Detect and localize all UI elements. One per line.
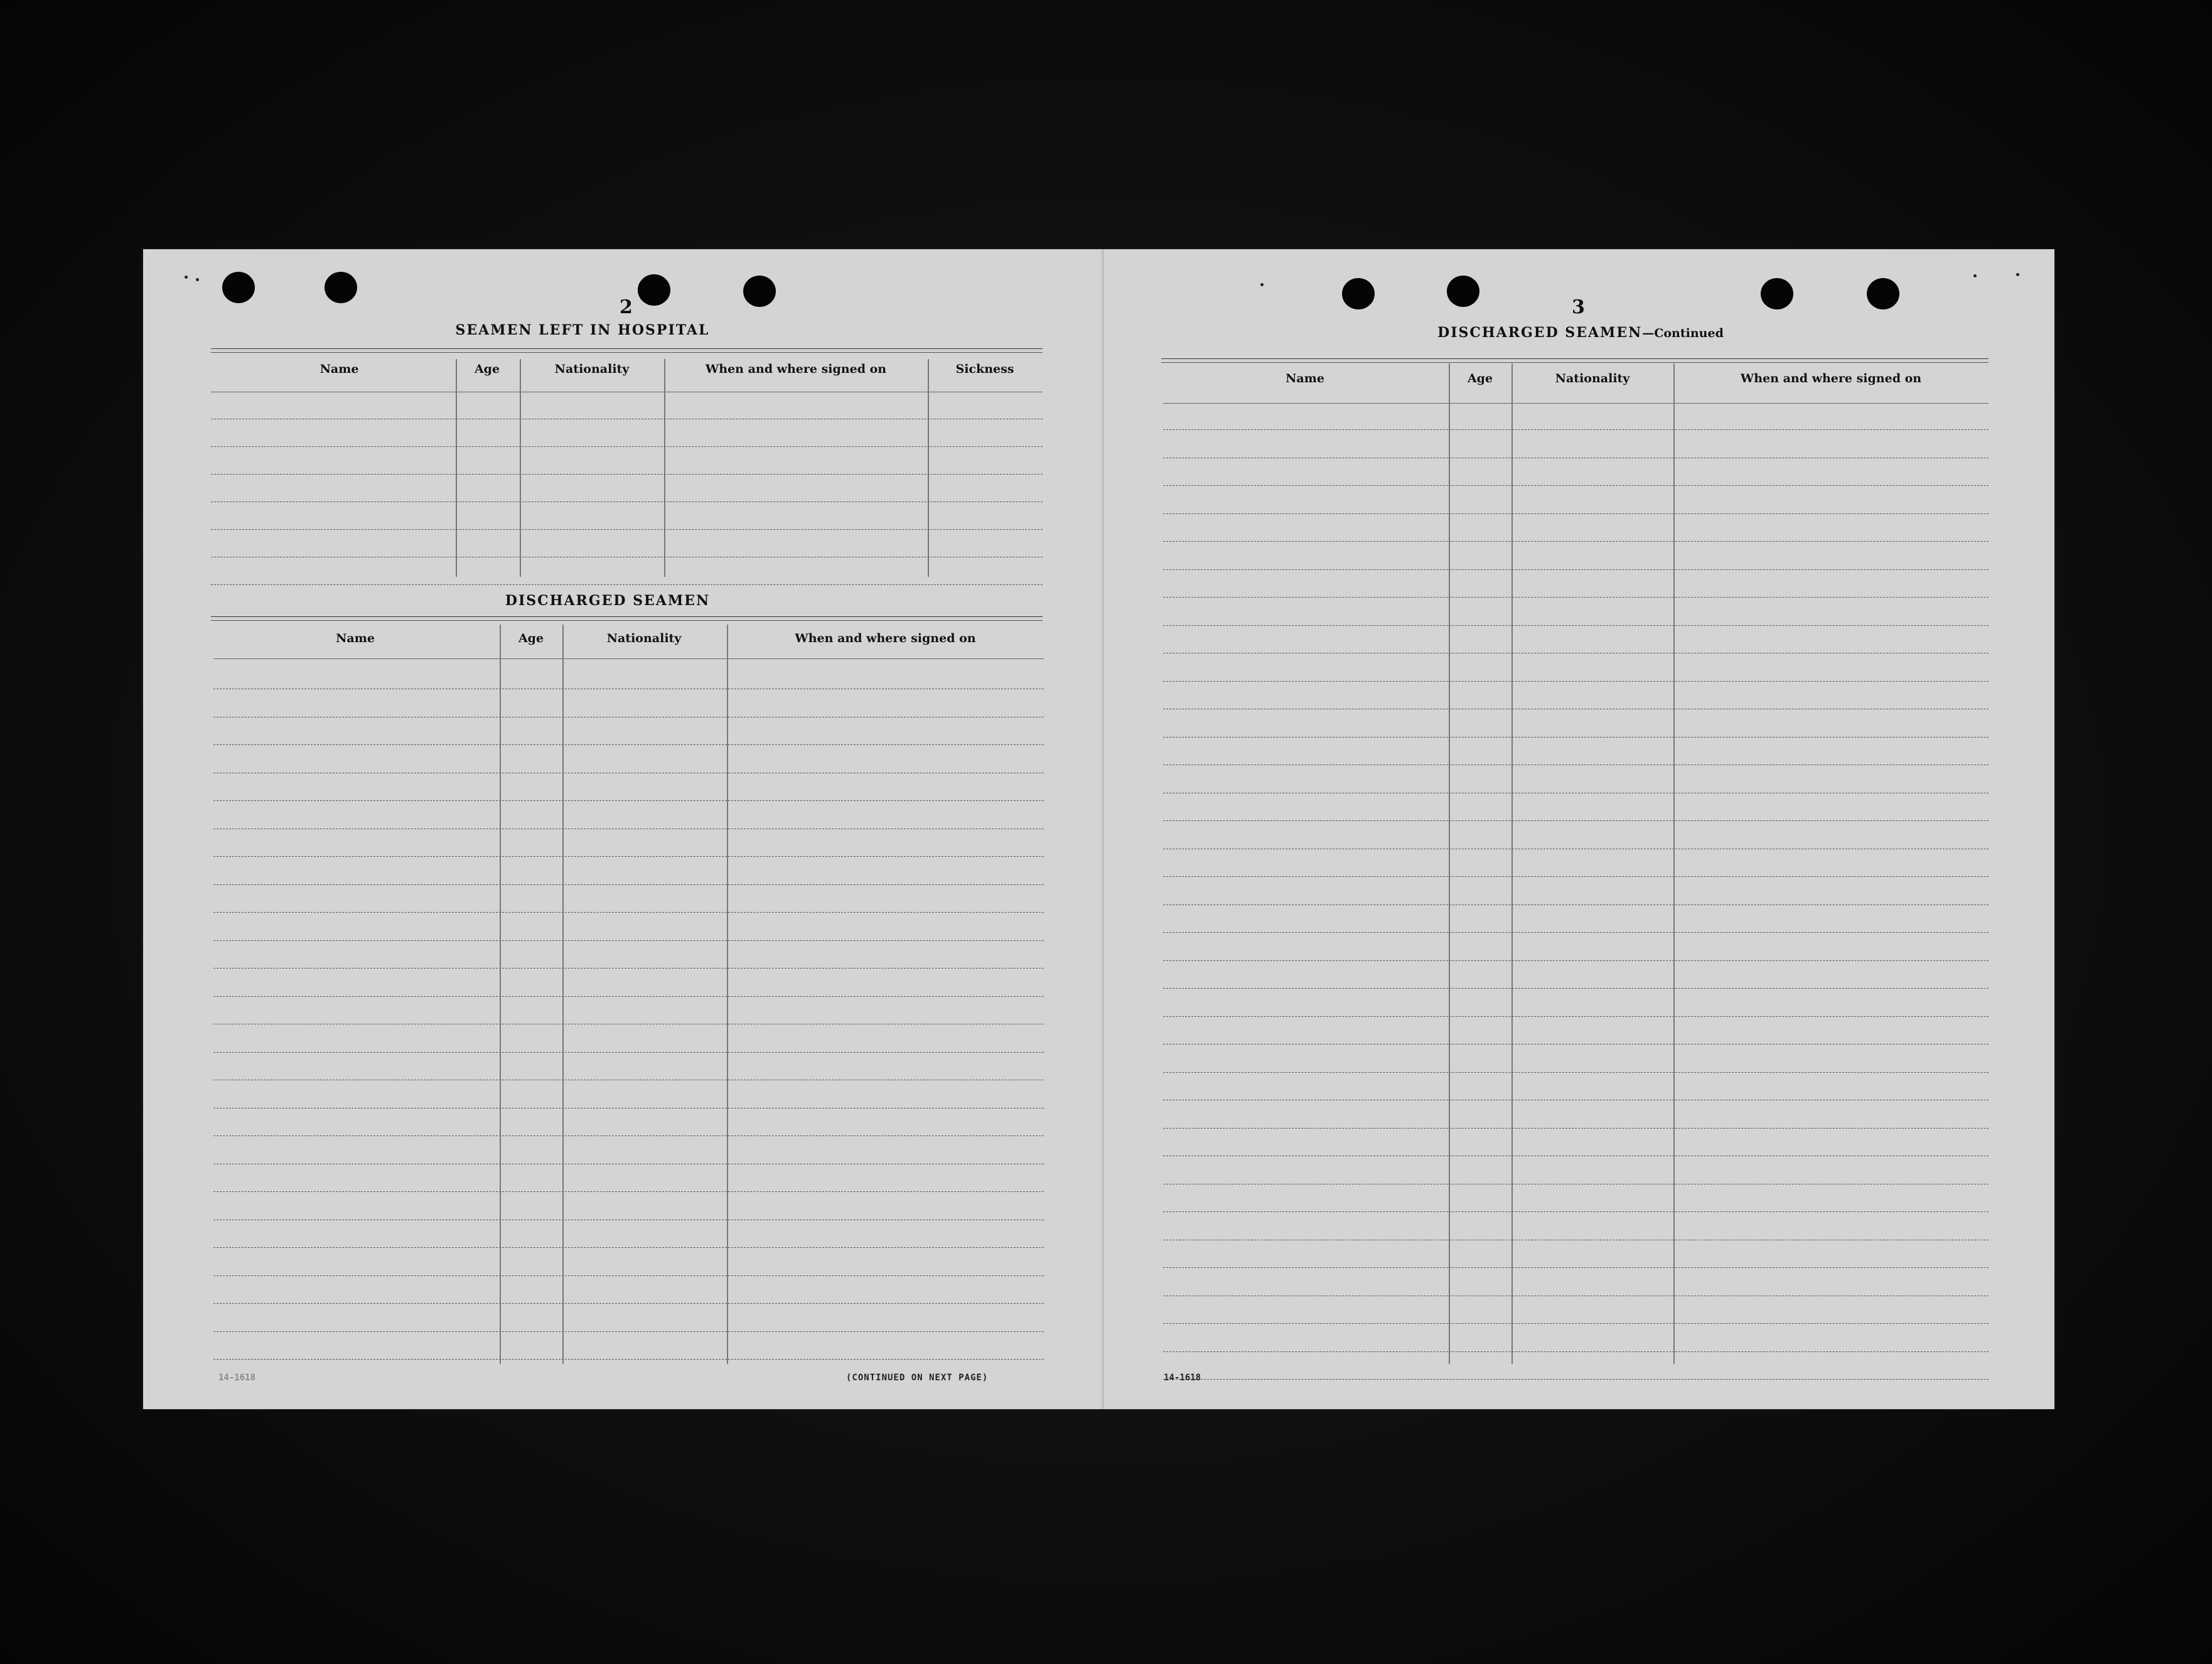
entry-row-line[interactable] [211, 584, 1043, 585]
column-divider [500, 625, 501, 1364]
entry-row-line[interactable] [1163, 541, 1989, 542]
header-underline [1163, 403, 1989, 404]
page-number: 3 [1572, 296, 1585, 318]
column-divider [727, 625, 728, 1364]
hospital-section-title: SEAMEN LEFT IN HOSPITAL [455, 322, 710, 338]
entry-row-line[interactable] [1163, 876, 1989, 877]
column-header-age: Age [518, 631, 544, 645]
entry-row-line[interactable] [213, 744, 1044, 745]
entry-row-line[interactable] [1163, 597, 1989, 598]
column-header-when-where-signed-on: When and where signed on [795, 631, 976, 645]
entry-row-line[interactable] [1163, 1323, 1989, 1324]
entry-row-line[interactable] [211, 529, 1043, 530]
discharged-continued-title [1392, 325, 1769, 341]
entry-row-line[interactable] [213, 996, 1044, 997]
column-divider [928, 359, 929, 577]
column-header-nationality: Nationality [1555, 372, 1630, 385]
entry-row-line[interactable] [213, 800, 1044, 801]
column-header-age: Age [474, 362, 500, 376]
entry-row-line[interactable] [213, 968, 1044, 969]
form-number: 14-1618 [1164, 1373, 1201, 1383]
entry-row-line[interactable] [213, 856, 1044, 857]
column-header-nationality: Nationality [554, 362, 630, 376]
punch-hole-icon [222, 272, 255, 303]
punch-hole-icon [743, 276, 776, 307]
column-header-name: Name [336, 631, 375, 645]
entry-row-line[interactable] [213, 940, 1044, 941]
ledger-spread [143, 249, 2054, 1409]
speck [1260, 283, 1264, 286]
punch-hole-icon [1342, 278, 1375, 309]
hospital-top-rule [211, 348, 1043, 353]
entry-row-line[interactable] [1163, 1267, 1989, 1268]
entry-row-line[interactable] [1163, 681, 1989, 682]
punch-hole-icon [638, 274, 670, 306]
right-page [1110, 249, 2054, 1409]
form-number: 14-1618 [218, 1373, 256, 1383]
column-divider [562, 625, 564, 1364]
discharged-top-rule [211, 616, 1043, 621]
speck [1973, 274, 1977, 277]
entry-row-line[interactable] [1163, 569, 1989, 570]
column-header-name: Name [1286, 372, 1324, 385]
left-page [143, 249, 1097, 1409]
entry-row-line[interactable] [213, 1135, 1044, 1136]
entry-row-line[interactable] [1163, 932, 1989, 933]
entry-row-line[interactable] [1163, 820, 1989, 821]
entry-row-line[interactable] [1163, 625, 1989, 626]
entry-row-line[interactable] [1163, 904, 1989, 905]
page-number: 2 [620, 296, 633, 318]
column-header-name: Name [319, 362, 359, 376]
column-header-age: Age [1467, 372, 1493, 385]
column-header-when-where-signed-on: When and where signed on [1740, 372, 1922, 385]
entry-row-line[interactable] [211, 474, 1043, 475]
header-underline [213, 658, 1044, 659]
speck [2016, 273, 2019, 276]
column-header-sickness: Sickness [955, 362, 1014, 376]
continued-note: (CONTINUED ON NEXT PAGE) [846, 1373, 989, 1383]
entry-row-line[interactable] [1163, 429, 1989, 430]
entry-row-line[interactable] [213, 1247, 1044, 1248]
entry-row-line[interactable] [213, 1331, 1044, 1332]
entry-row-line[interactable] [213, 884, 1044, 885]
discharged-section-title: DISCHARGED SEAMEN [505, 593, 711, 609]
entry-row-line[interactable] [1163, 1072, 1989, 1073]
entry-row-line[interactable] [1163, 513, 1989, 514]
speck [185, 276, 188, 279]
column-divider [664, 359, 665, 577]
entry-row-line[interactable] [213, 1359, 1044, 1360]
entry-row-line[interactable] [1163, 485, 1989, 486]
entry-row-line[interactable] [1163, 1211, 1989, 1212]
column-divider [456, 359, 457, 577]
entry-row-line[interactable] [213, 912, 1044, 913]
column-divider [520, 359, 521, 577]
entry-row-line[interactable] [1163, 960, 1989, 961]
entry-row-line[interactable] [213, 1052, 1044, 1053]
entry-row-line[interactable] [1163, 1379, 1989, 1380]
punch-hole-icon [325, 272, 357, 303]
speck [196, 278, 199, 281]
entry-row-line[interactable] [1163, 988, 1989, 989]
entry-row-line[interactable] [213, 1191, 1044, 1192]
entry-row-line[interactable] [213, 1303, 1044, 1304]
entry-row-line[interactable] [1163, 737, 1989, 738]
punch-hole-icon [1761, 278, 1793, 309]
punch-hole-icon [1447, 276, 1479, 307]
discharged-continued-title-suffix: —Continued [1642, 326, 1724, 340]
entry-row-line[interactable] [1163, 1128, 1989, 1129]
page-fold [1102, 249, 1104, 1409]
continued-top-rule [1161, 358, 1989, 363]
punch-hole-icon [1867, 278, 1899, 309]
entry-row-line[interactable] [1163, 1351, 1989, 1352]
column-header-when-where-signed-on: When and where signed on [705, 362, 887, 376]
entry-row-line[interactable] [1163, 1016, 1989, 1017]
discharged-continued-title-main: DISCHARGED SEAMEN [1437, 325, 1643, 341]
column-header-nationality: Nationality [606, 631, 682, 645]
entry-row-line[interactable] [211, 446, 1043, 447]
entry-row-line[interactable] [213, 1275, 1044, 1276]
